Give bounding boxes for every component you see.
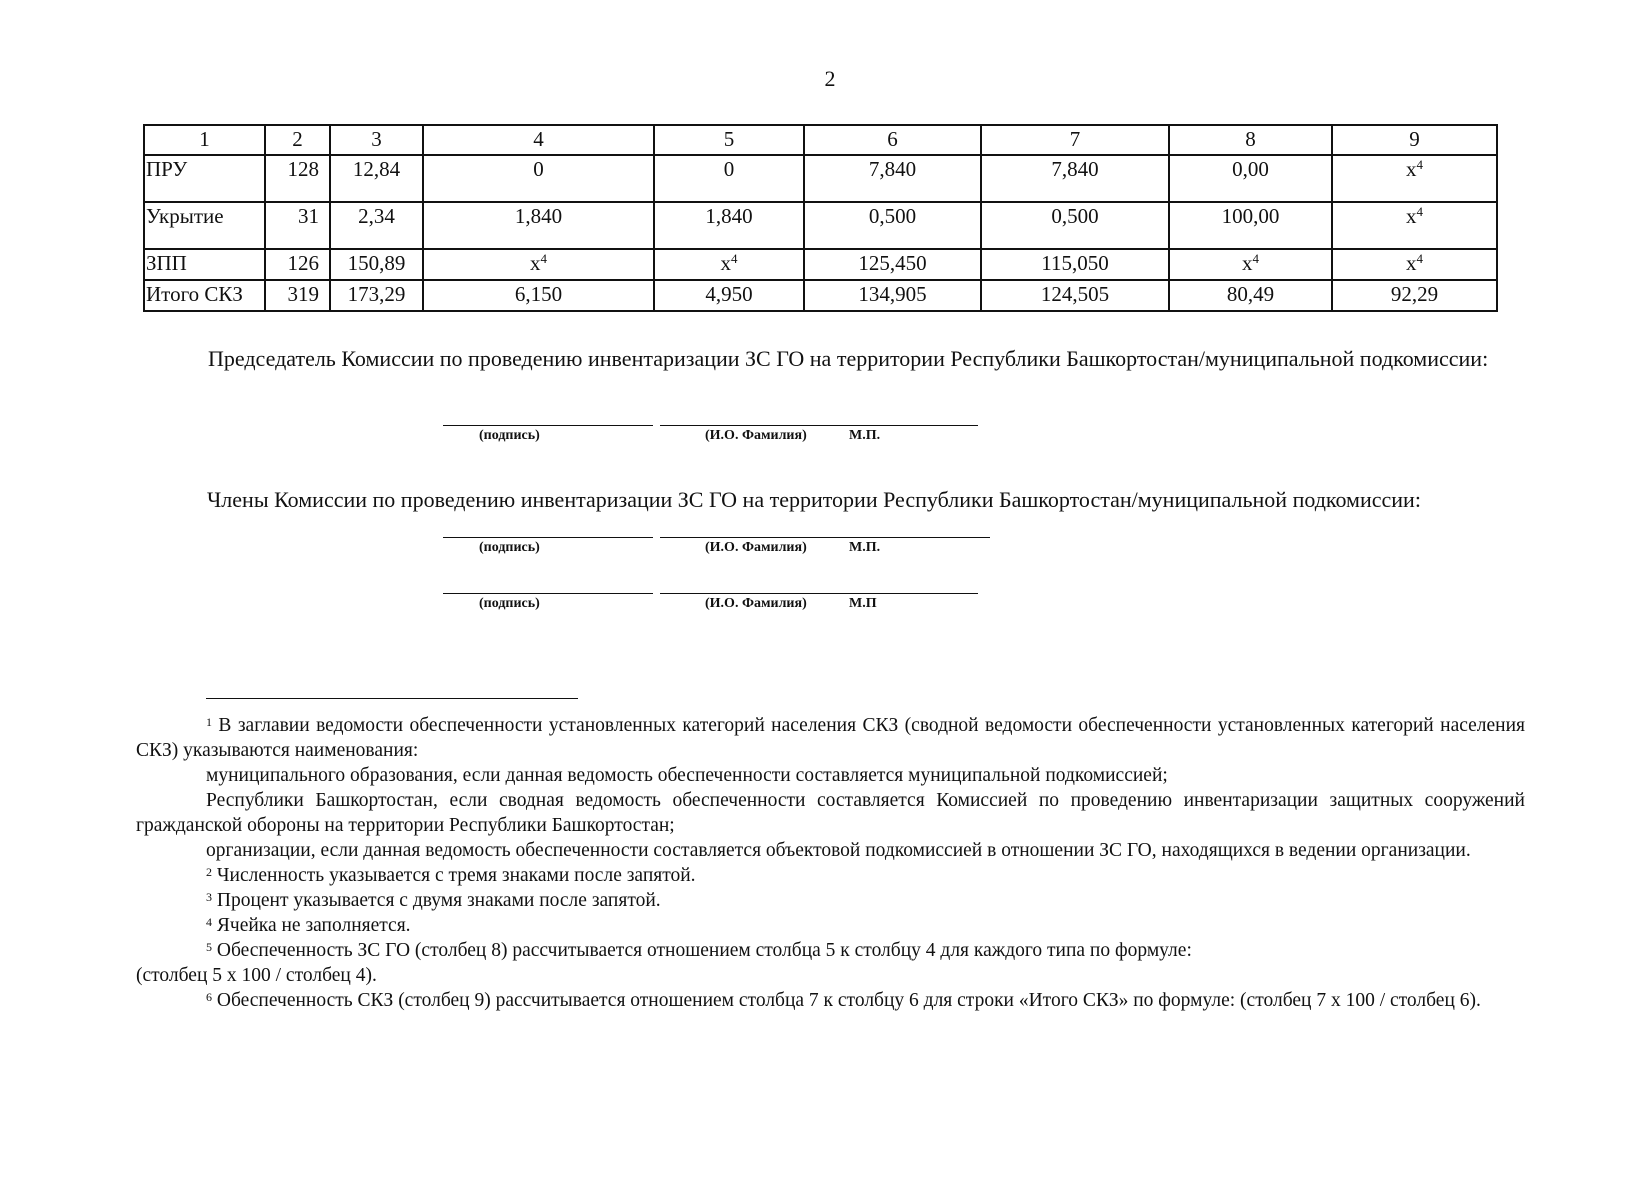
- header-cell: 5: [654, 125, 804, 155]
- footnote-1-item: организации, если данная ведомость обеспеченности составляется объектовой подкомиссией в отношении ЗС ГО, находящихся в ведении организации.: [206, 840, 1471, 861]
- footnote-separator: [206, 698, 578, 699]
- table-cell: 0: [423, 155, 654, 202]
- table-cell: 80,49: [1169, 280, 1332, 311]
- table-cell: 31: [265, 202, 330, 249]
- footnote-3: $^3$ Процент указывается с двумя знаками после запятой.: [206, 890, 661, 911]
- footnote-ref: 4: [1252, 251, 1259, 266]
- table-cell: 2,34: [330, 202, 423, 249]
- footnote-ref: 4: [1416, 157, 1423, 172]
- provision-table: [143, 124, 1498, 312]
- table-cell: $x^4$: [1332, 202, 1497, 249]
- table-cell: 125,450: [804, 249, 981, 280]
- row-label: ЗПП: [144, 249, 265, 280]
- footnote-2: $^2$ Численность указывается с тремя знаками после запятой.: [206, 865, 696, 886]
- table-cell: 115,050: [981, 249, 1169, 280]
- footnote-ref: 4: [540, 251, 547, 266]
- footnote-1-item: Республики Башкортостан, если сводная ведомость обеспеченности составляется Комиссией по проведению инвентаризации защитных сооружений гражданской обороны на территории Республики Башкортостан;: [136, 790, 1525, 836]
- table-cell: 124,505: [981, 280, 1169, 311]
- name-line: [660, 593, 978, 594]
- name-line: [660, 537, 990, 538]
- table-cell: 319: [265, 280, 330, 311]
- table-cell: 7,840: [804, 155, 981, 202]
- footnote-ref: 4: [1416, 251, 1423, 266]
- table-row: [144, 202, 1497, 249]
- row-label: Итого СКЗ: [144, 280, 265, 311]
- signature-line: [443, 425, 653, 426]
- table-header-row: [144, 125, 1497, 155]
- table-cell: 0,500: [981, 202, 1169, 249]
- table-cell: 134,905: [804, 280, 981, 311]
- header-cell: 9: [1332, 125, 1497, 155]
- signature-line: [443, 593, 653, 594]
- members-heading: Члены Комиссии по проведению инвентаризации ЗС ГО на территории Республики Башкортостан/муниципальной подкомиссии:: [207, 487, 1421, 512]
- table-cell: 6,150: [423, 280, 654, 311]
- table-cell: 92,29: [1332, 280, 1497, 311]
- name-line: [660, 425, 978, 426]
- table-cell: 150,89: [330, 249, 423, 280]
- table-cell: $x^4$: [1332, 249, 1497, 280]
- table-cell: $x^4$: [1169, 249, 1332, 280]
- footnotes: [136, 713, 1525, 1013]
- footnote-5: $^5$ Обеспеченность ЗС ГО (столбец 8) рассчитывается отношением столбца 5 к столбцу 4 для каждого типа по формуле:: [206, 940, 1192, 961]
- footnote-6: $^6$ Обеспеченность СКЗ (столбец 9) рассчитывается отношением столбца 7 к столбцу 6 для строки «Итого СКЗ» по формуле: (столбец 7 х 100 / столбец 6).: [206, 990, 1481, 1011]
- row-label: ПРУ: [144, 155, 265, 202]
- table-cell: 12,84: [330, 155, 423, 202]
- footnote-ref: 4: [731, 251, 738, 266]
- signature-caption: (подпись): [479, 540, 540, 555]
- table-cell: 1,840: [423, 202, 654, 249]
- table-row: [144, 249, 1497, 280]
- table-cell: 100,00: [1169, 202, 1332, 249]
- table-cell: 4,950: [654, 280, 804, 311]
- footnote-1: $^1$ В заглавии ведомости обеспеченности установленных категорий населения СКЗ (сводной ведомости обеспеченности установленных категорий населения СКЗ) указываются наименования:: [136, 715, 1525, 761]
- table-cell: 126: [265, 249, 330, 280]
- header-cell: 2: [265, 125, 330, 155]
- table-cell: $x^4$: [654, 249, 804, 280]
- name-caption: (И.О. Фамилия): [705, 540, 807, 555]
- row-label: Укрытие: [144, 202, 265, 249]
- name-caption: (И.О. Фамилия): [705, 428, 807, 443]
- footnote-1-item: муниципального образования, если данная ведомость обеспеченности составляется муниципальной подкомиссией;: [206, 765, 1168, 786]
- stamp-caption: М.П: [849, 596, 877, 611]
- header-cell: 7: [981, 125, 1169, 155]
- footnote-5-formula: (столбец 5 х 100 / столбец 4).: [136, 965, 377, 986]
- signature-caption: (подпись): [479, 596, 540, 611]
- header-cell: 8: [1169, 125, 1332, 155]
- table-row: [144, 155, 1497, 202]
- chairman-heading: Председатель Комиссии по проведению инвентаризации ЗС ГО на территории Республики Башкортостан/муниципальной подкомиссии:: [208, 346, 1489, 371]
- name-caption: (И.О. Фамилия): [705, 596, 807, 611]
- table-cell: $x^4$: [1332, 155, 1497, 202]
- table-cell: 7,840: [981, 155, 1169, 202]
- page-number: 2: [824, 66, 836, 91]
- stamp-caption: М.П.: [849, 428, 881, 443]
- header-cell: 1: [144, 125, 265, 155]
- table-cell: 0: [654, 155, 804, 202]
- table-cell: 0,500: [804, 202, 981, 249]
- table-cell: 173,29: [330, 280, 423, 311]
- header-cell: 3: [330, 125, 423, 155]
- header-cell: 6: [804, 125, 981, 155]
- stamp-caption: М.П.: [849, 540, 881, 555]
- signature-line: [443, 537, 653, 538]
- footnote-ref: 4: [1416, 204, 1423, 219]
- footnote-4: $^4$ Ячейка не заполняется.: [206, 915, 411, 936]
- table-cell: 0,00: [1169, 155, 1332, 202]
- table-cell: 1,840: [654, 202, 804, 249]
- table-cell: $x^4$: [423, 249, 654, 280]
- table-total-row: [144, 280, 1497, 311]
- header-cell: 4: [423, 125, 654, 155]
- table-cell: 128: [265, 155, 330, 202]
- signature-caption: (подпись): [479, 428, 540, 443]
